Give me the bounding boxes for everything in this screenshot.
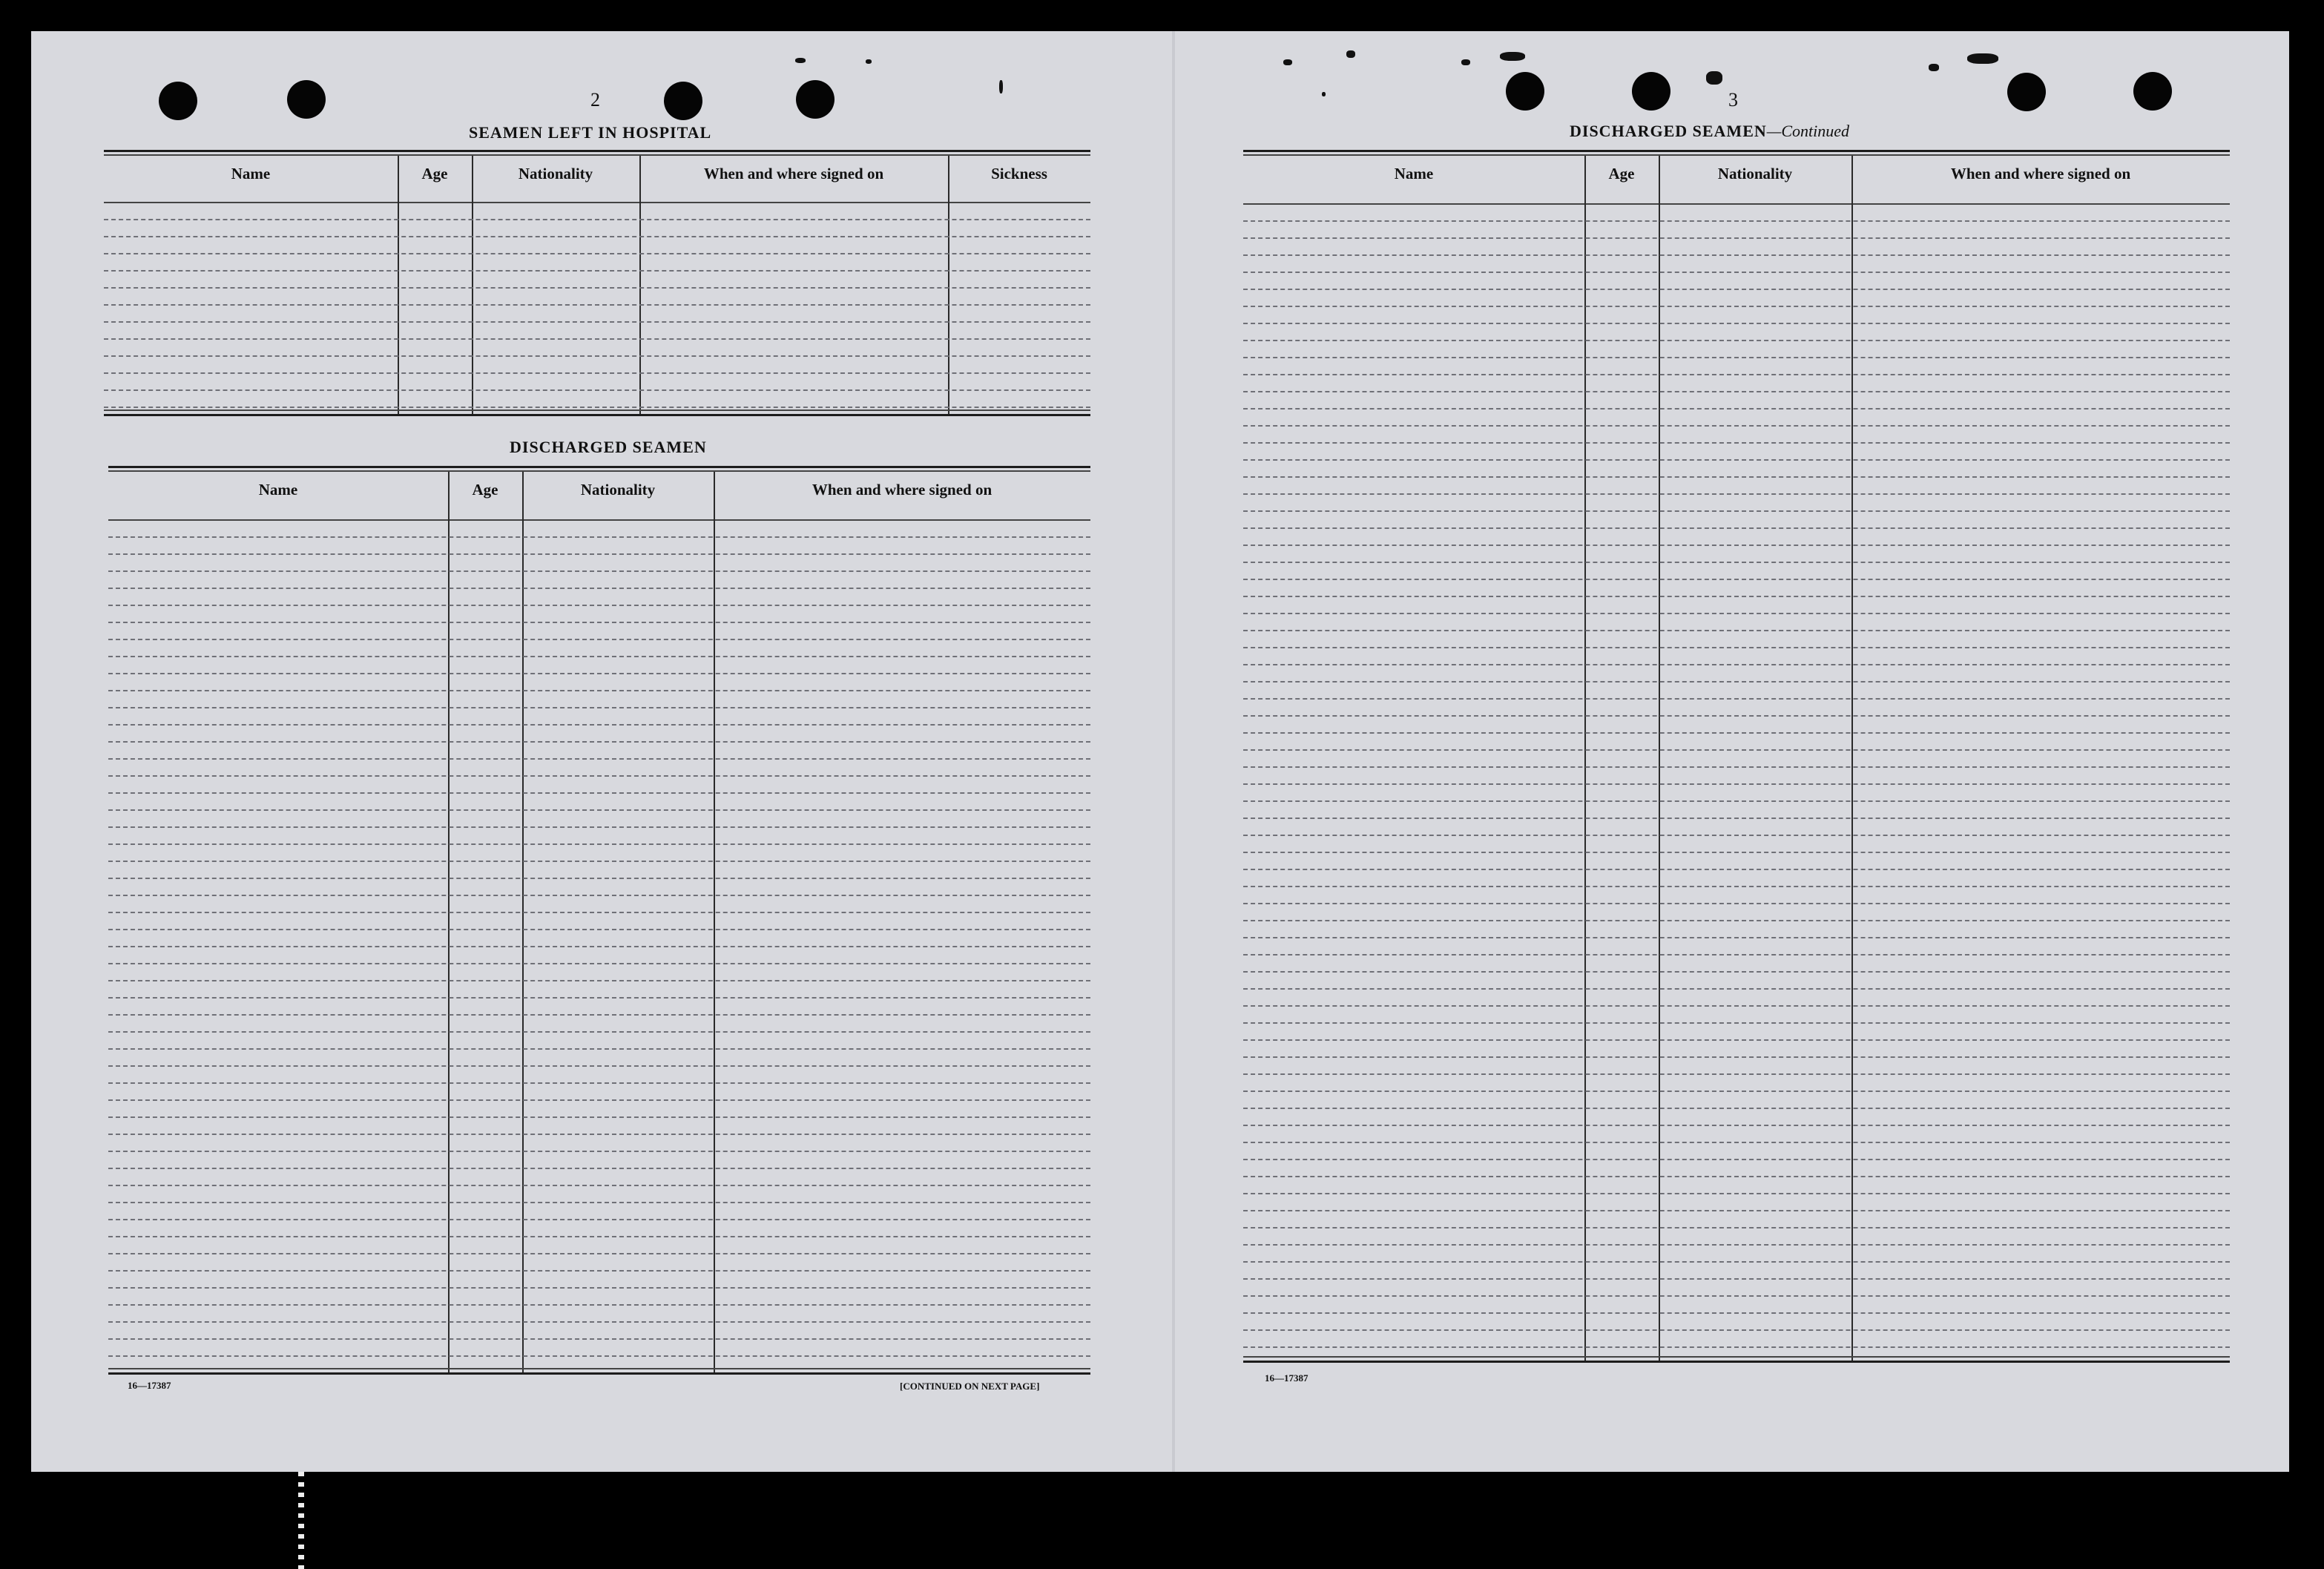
section-title xyxy=(1570,122,1849,141)
row-rule xyxy=(108,690,1090,691)
row-rule xyxy=(104,253,1090,254)
row-rule xyxy=(1243,272,2230,273)
row-rule xyxy=(1243,1039,2230,1041)
row-rule xyxy=(1243,545,2230,546)
section-title-main: DISCHARGED SEAMEN xyxy=(1570,122,1767,140)
row-rule xyxy=(104,236,1090,237)
ink-blot xyxy=(1967,53,1998,64)
row-rule xyxy=(108,878,1090,879)
row-rule xyxy=(104,389,1090,391)
row-rule xyxy=(1243,869,2230,870)
row-rule xyxy=(1243,1022,2230,1024)
row-rule xyxy=(1243,852,2230,853)
row-rule xyxy=(108,997,1090,999)
row-rule xyxy=(1243,323,2230,324)
ink-blot xyxy=(1283,59,1292,65)
column-header: Age xyxy=(1608,165,1635,182)
row-rule xyxy=(108,1014,1090,1016)
column-divider xyxy=(1659,156,1660,1361)
row-rule xyxy=(108,792,1090,794)
row-rule xyxy=(108,1236,1090,1237)
row-rule xyxy=(1243,1056,2230,1058)
row-rule xyxy=(1243,749,2230,751)
table-bottom-rule xyxy=(1243,1356,2230,1358)
ink-blot xyxy=(866,59,872,64)
row-rule xyxy=(1243,1346,2230,1348)
punch-hole xyxy=(159,82,197,120)
header-bottom-rule xyxy=(108,519,1090,521)
row-rule xyxy=(104,321,1090,323)
table-top-rule xyxy=(108,466,1090,468)
table-bottom-rule xyxy=(104,414,1090,416)
discharged-table-continued xyxy=(1243,150,2230,1366)
page-number: 3 xyxy=(1728,89,1738,111)
row-rule xyxy=(1243,903,2230,904)
row-rule xyxy=(104,355,1090,357)
table-top-rule xyxy=(104,150,1090,152)
row-rule xyxy=(1243,425,2230,427)
row-rule xyxy=(108,929,1090,930)
row-rule xyxy=(108,588,1090,589)
row-rule xyxy=(108,809,1090,811)
ink-blot xyxy=(1500,52,1525,61)
row-rule xyxy=(1243,886,2230,887)
column-header: When and where signed on xyxy=(703,165,884,182)
column-header: Age xyxy=(472,481,498,499)
table-bottom-rule xyxy=(104,409,1090,411)
row-rule xyxy=(1243,732,2230,734)
table-bottom-rule xyxy=(108,1372,1090,1375)
row-rule xyxy=(108,553,1090,555)
row-rule xyxy=(108,1048,1090,1050)
column-divider xyxy=(1851,156,1853,1361)
row-rule xyxy=(1243,715,2230,717)
row-rule xyxy=(108,843,1090,845)
row-rule xyxy=(108,1287,1090,1289)
row-rule xyxy=(1243,988,2230,990)
punch-hole xyxy=(1632,72,1670,111)
row-rule xyxy=(1243,527,2230,529)
column-header: Nationality xyxy=(518,165,593,182)
ink-blot xyxy=(1322,92,1326,96)
row-rule xyxy=(108,1082,1090,1084)
row-rule xyxy=(108,724,1090,726)
row-rule xyxy=(108,895,1090,896)
row-rule xyxy=(1243,1125,2230,1126)
row-rule xyxy=(1243,613,2230,614)
row-rule xyxy=(108,605,1090,606)
table-top-rule xyxy=(1243,150,2230,152)
row-rule xyxy=(108,912,1090,913)
column-divider xyxy=(472,156,473,414)
row-rule xyxy=(108,1355,1090,1357)
row-rule xyxy=(1243,476,2230,478)
row-rule xyxy=(104,407,1090,408)
row-rule xyxy=(1243,459,2230,461)
table-top-rule xyxy=(108,470,1090,472)
ink-blot xyxy=(795,58,806,63)
row-rule xyxy=(1243,442,2230,444)
punch-hole xyxy=(2133,72,2172,111)
row-rule xyxy=(1243,1210,2230,1211)
row-rule xyxy=(104,304,1090,306)
row-rule xyxy=(1243,1295,2230,1297)
section-title-suffix: —Continued xyxy=(1766,122,1849,140)
row-rule xyxy=(104,219,1090,220)
column-header: Name xyxy=(258,481,298,499)
row-rule xyxy=(1243,579,2230,580)
form-code: 16—17387 xyxy=(128,1380,171,1391)
row-rule xyxy=(1243,340,2230,341)
row-rule xyxy=(1243,374,2230,375)
row-rule xyxy=(1243,664,2230,665)
row-rule xyxy=(1243,818,2230,819)
discharged-table xyxy=(108,466,1090,1374)
row-rule xyxy=(1243,1329,2230,1331)
row-rule xyxy=(1243,1193,2230,1194)
row-rule xyxy=(108,963,1090,964)
row-rule xyxy=(108,639,1090,640)
row-rule xyxy=(1243,1091,2230,1092)
column-header: When and where signed on xyxy=(1950,165,2131,182)
row-rule xyxy=(1243,596,2230,597)
row-rule xyxy=(104,338,1090,340)
ink-blot xyxy=(1346,50,1355,58)
row-rule xyxy=(1243,698,2230,700)
table-top-rule xyxy=(1243,154,2230,156)
row-rule xyxy=(108,1151,1090,1152)
punch-hole xyxy=(796,80,835,119)
row-rule xyxy=(1243,783,2230,785)
row-rule xyxy=(1243,1142,2230,1143)
row-rule xyxy=(108,1338,1090,1340)
row-rule xyxy=(108,775,1090,777)
row-rule xyxy=(108,1202,1090,1203)
row-rule xyxy=(108,1321,1090,1323)
row-rule xyxy=(108,1270,1090,1272)
column-divider xyxy=(948,156,949,414)
row-rule xyxy=(108,656,1090,657)
ink-blot xyxy=(999,80,1003,93)
row-rule xyxy=(104,270,1090,272)
continued-note: [CONTINUED ON NEXT PAGE] xyxy=(900,1381,1040,1392)
column-header: When and where signed on xyxy=(812,481,993,499)
table-bottom-rule xyxy=(1243,1361,2230,1363)
row-rule xyxy=(1243,800,2230,802)
hospital-table xyxy=(104,150,1090,417)
header-bottom-rule xyxy=(104,202,1090,203)
row-rule xyxy=(1243,391,2230,392)
row-rule xyxy=(1243,254,2230,256)
row-rule xyxy=(1243,1227,2230,1228)
row-rule xyxy=(108,1168,1090,1169)
row-rule xyxy=(108,1304,1090,1306)
row-rule xyxy=(108,1031,1090,1033)
row-rule xyxy=(108,1185,1090,1186)
column-header: Nationality xyxy=(1717,165,1793,182)
punch-hole xyxy=(2007,73,2046,111)
row-rule xyxy=(1243,1159,2230,1160)
row-rule xyxy=(108,536,1090,538)
row-rule xyxy=(1243,1312,2230,1314)
row-rule xyxy=(1243,1073,2230,1075)
row-rule xyxy=(1243,920,2230,921)
row-rule xyxy=(1243,835,2230,836)
row-rule xyxy=(1243,766,2230,768)
column-header: Name xyxy=(1394,165,1434,182)
ink-blot xyxy=(1706,71,1722,85)
row-rule xyxy=(1243,510,2230,512)
table-bottom-rule xyxy=(108,1368,1090,1369)
row-rule xyxy=(108,707,1090,708)
row-rule xyxy=(1243,562,2230,563)
row-rule xyxy=(1243,289,2230,290)
row-rule xyxy=(108,1065,1090,1067)
column-divider xyxy=(398,156,399,414)
row-rule xyxy=(1243,1261,2230,1263)
ink-blot xyxy=(1461,59,1470,65)
row-rule xyxy=(1243,647,2230,648)
page-fold xyxy=(1172,31,1175,1472)
row-rule xyxy=(108,1116,1090,1118)
section-title: SEAMEN LEFT IN HOSPITAL xyxy=(469,123,712,142)
row-rule xyxy=(108,758,1090,760)
row-rule xyxy=(1243,630,2230,631)
punch-hole xyxy=(664,82,702,120)
row-rule xyxy=(1243,954,2230,955)
row-rule xyxy=(1243,1108,2230,1109)
header-bottom-rule xyxy=(1243,203,2230,205)
row-rule xyxy=(108,673,1090,674)
row-rule xyxy=(1243,681,2230,682)
row-rule xyxy=(1243,937,2230,938)
row-rule xyxy=(108,570,1090,572)
section-title: DISCHARGED SEAMEN xyxy=(510,438,707,456)
row-rule xyxy=(1243,357,2230,358)
column-header: Name xyxy=(231,165,271,182)
column-header: Sickness xyxy=(991,165,1047,182)
row-rule xyxy=(108,741,1090,743)
row-rule xyxy=(1243,493,2230,495)
ink-blot xyxy=(1929,64,1939,71)
row-rule xyxy=(108,946,1090,947)
row-rule xyxy=(1243,237,2230,239)
row-rule xyxy=(1243,1005,2230,1007)
row-rule xyxy=(1243,1278,2230,1280)
punch-hole xyxy=(1506,72,1544,111)
page-number: 2 xyxy=(590,89,600,111)
row-rule xyxy=(104,372,1090,374)
row-rule xyxy=(108,1253,1090,1254)
row-rule xyxy=(1243,1244,2230,1246)
row-rule xyxy=(1243,1176,2230,1177)
row-rule xyxy=(1243,220,2230,222)
row-rule xyxy=(108,980,1090,981)
column-header: Nationality xyxy=(580,481,656,499)
row-rule xyxy=(1243,408,2230,409)
binding-strip xyxy=(298,1472,304,1569)
row-rule xyxy=(104,287,1090,289)
row-rule xyxy=(108,622,1090,623)
row-rule xyxy=(1243,306,2230,307)
row-rule xyxy=(108,1099,1090,1101)
row-rule xyxy=(108,1219,1090,1220)
punch-hole xyxy=(287,80,326,119)
row-rule xyxy=(1243,971,2230,973)
column-divider xyxy=(639,156,641,414)
table-top-rule xyxy=(104,154,1090,156)
row-rule xyxy=(108,1134,1090,1135)
column-header: Age xyxy=(421,165,448,182)
column-divider xyxy=(1584,156,1586,1361)
row-rule xyxy=(108,826,1090,828)
form-code: 16—17387 xyxy=(1265,1372,1309,1384)
row-rule xyxy=(108,861,1090,862)
